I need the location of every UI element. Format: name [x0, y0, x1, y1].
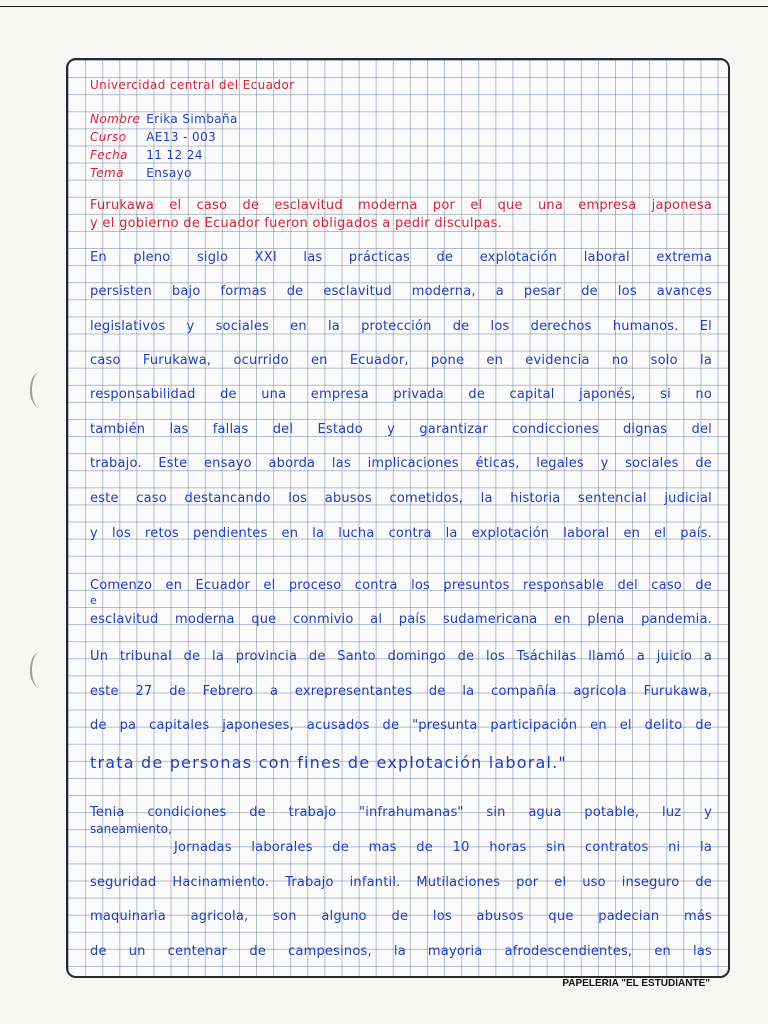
field-course — [90, 130, 712, 144]
paragraph-line: e — [90, 594, 97, 607]
field-label: Fecha — [90, 148, 128, 162]
paper-brand-footer: PAPELERIA "EL ESTUDIANTE" — [562, 978, 710, 989]
paragraph-line: esclavitud moderna que conmivio al país sudamericana en plena pandemia. — [90, 612, 712, 627]
paragraph-line: este caso destancando los abusos cometidos, la historia sentencial judicial — [90, 491, 712, 506]
paragraph-line: trata de personas con fines de explotación laboral." — [90, 753, 567, 772]
paragraph-line: de un centenar de campesinos, la mayoria afrodescendientes, en las — [90, 944, 712, 959]
essay-title-line: y el gobierno de Ecuador fueron obligados a pedir disculpas. — [90, 216, 503, 231]
field-name — [90, 112, 712, 126]
paragraph-line: y los retos pendientes en la lucha contra la explotación laboral en el país. — [90, 526, 712, 541]
field-value: Erika Simbaña — [146, 112, 238, 126]
paragraph-line: Tenia condiciones de trabajo "infrahumanas" sin agua potable, luz y — [90, 805, 712, 820]
binder-hole-bottom — [30, 652, 50, 688]
paragraph-line: persisten bajo formas de esclavitud moderna, a pesar de los avances — [90, 284, 712, 299]
field-topic — [90, 166, 712, 180]
paragraph-line: también las fallas del Estado y garantizar condicciones dignas del — [90, 422, 712, 437]
field-label: Tema — [90, 166, 124, 180]
field-value: 11 12 24 — [146, 148, 203, 162]
essay-title-line: Furukawa el caso de esclavitud moderna por el que una empresa japonesa — [90, 198, 712, 213]
field-label: Curso — [90, 130, 127, 144]
university-heading: Univercidad central del Ecuador — [90, 78, 295, 92]
field-date — [90, 148, 712, 162]
paragraph-line: de pa capitales japoneses, acusados de "presunta participación en el delito de — [90, 718, 712, 733]
binder-hole-top — [30, 372, 50, 408]
paragraph-line: Jornadas laborales de mas de 10 horas sin contratos ni la — [174, 840, 712, 855]
paragraph-line: caso Furukawa, ocurrido en Ecuador, pone en evidencia no solo la — [90, 353, 712, 368]
field-label: Nombre — [90, 112, 141, 126]
paragraph-line: este 27 de Febrero a exrepresentantes de la compañía agricola Furukawa, — [90, 684, 712, 699]
paragraph-line: En pleno siglo XXI las prácticas de explotación laboral extrema — [90, 250, 712, 265]
notebook-page — [66, 58, 730, 978]
paragraph-line: legislativos y sociales en la protección de los derechos humanos. El — [90, 319, 712, 334]
paragraph-line: responsabilidad de una empresa privada de capital japonés, si no — [90, 387, 712, 402]
paragraph-line: saneamiento, — [90, 822, 172, 836]
paragraph-line: seguridad Hacinamiento. Trabajo infantil. Mutilaciones por el uso inseguro de — [90, 875, 712, 890]
paragraph-line: trabajo. Este ensayo aborda las implicaciones éticas, legales y sociales de — [90, 456, 712, 471]
page-top-edge — [0, 6, 768, 7]
paragraph-line: Un tribunal de la provincia de Santo domingo de los Tsáchilas llamó a juicio a — [90, 649, 712, 664]
field-value: Ensayo — [146, 166, 192, 180]
paragraph-line: maquinaria agricola, son alguno de los abusos que padecian más — [90, 909, 712, 924]
field-value: AE13 - 003 — [146, 130, 217, 144]
paragraph-line: Comenzo en Ecuador el proceso contra los presuntos responsable del caso de — [90, 578, 712, 593]
